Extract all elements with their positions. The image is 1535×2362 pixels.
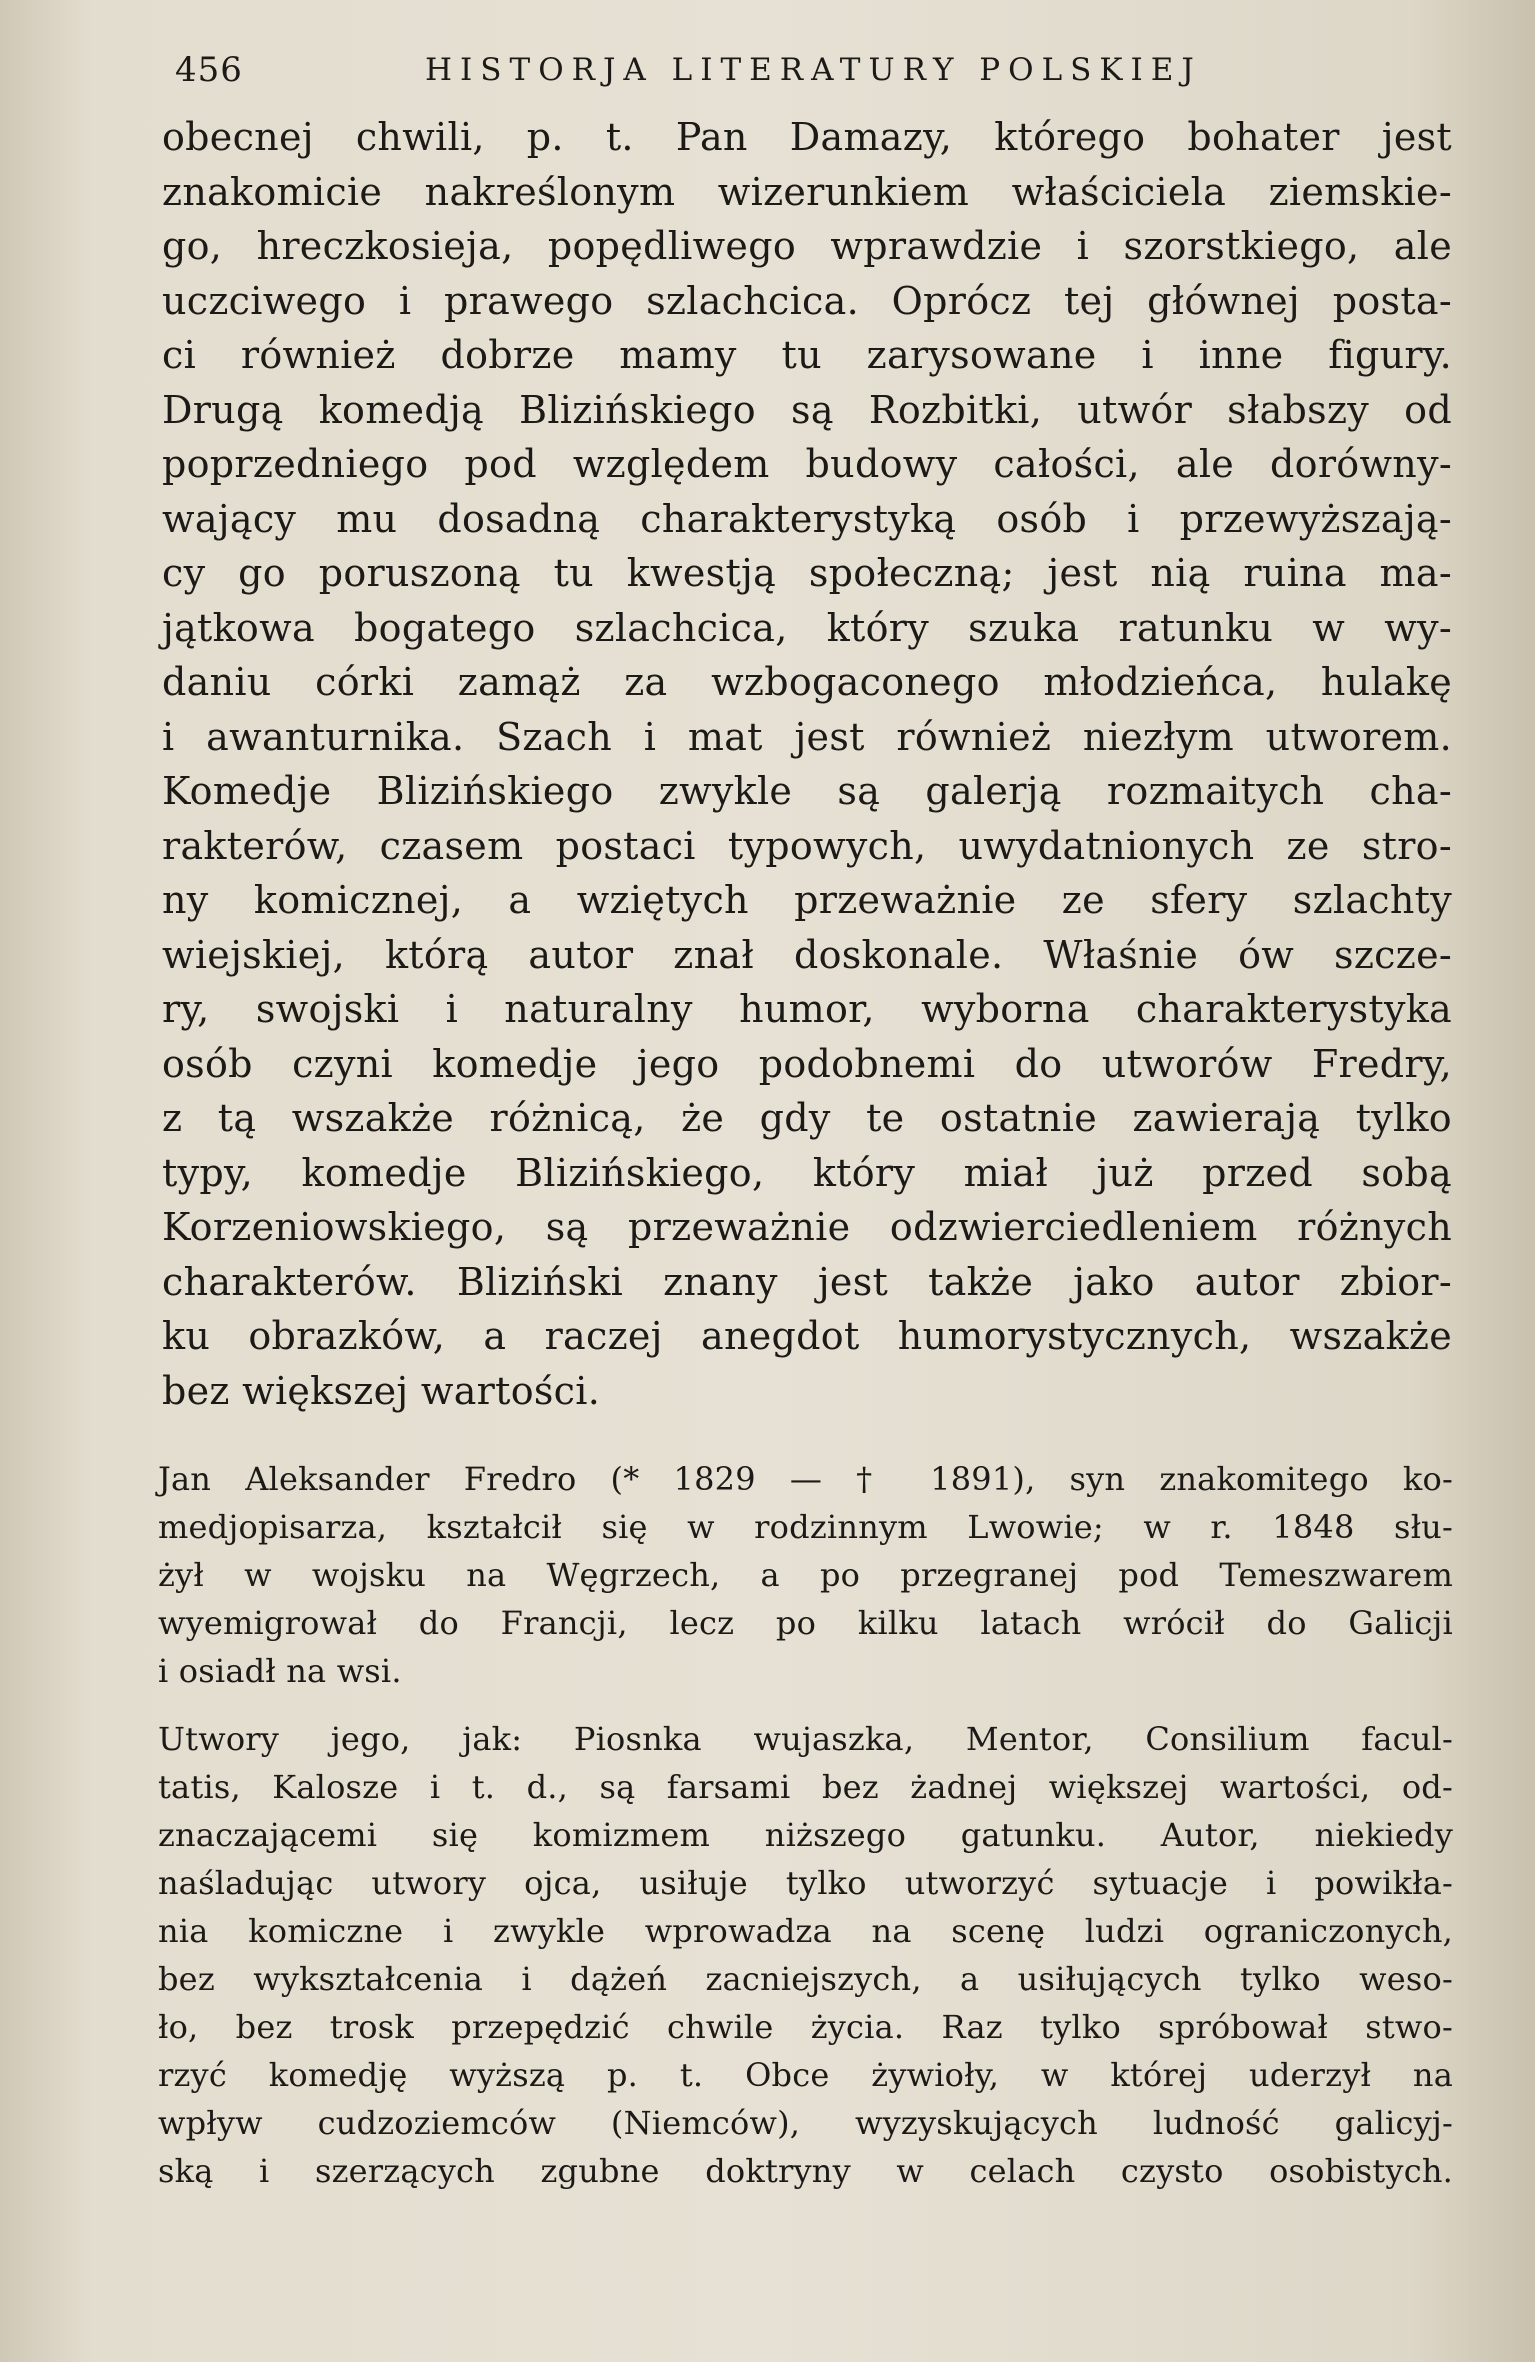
text-line: bez większej wartości. [162, 1368, 601, 1413]
note-line: ską i szerzących zgubne doktryny w celach czysto osobistych. [158, 2152, 1453, 2190]
text-line: cy go poruszoną tu kwestją społeczną; jest nią ruina ma- [162, 551, 1452, 595]
page-header [175, 42, 1275, 102]
note-line: tatis, Kalosze i t. d., są farsami bez żadnej większej wartości, od- [158, 1768, 1453, 1806]
text-line: znakomicie nakreślonym wizerunkiem właściciela ziemskie- [162, 169, 1452, 214]
note-line: Jan Aleksander Fredro (* 1829 — † 1891), syn znakomitego ko- [158, 1460, 1453, 1498]
text-line: Komedje Blizińskiego zwykle są galerją rozmaitych cha- [162, 769, 1452, 813]
text-line: jątkowa bogatego szlachcica, który szuka ratunku w wy- [162, 605, 1452, 650]
text-line: go, hreczkosieja, popędliwego wprawdzie i szorstkiego, ale [162, 224, 1452, 268]
text-line: poprzedniego pod względem budowy całości, ale dorówny- [162, 442, 1452, 486]
text-line: uczciwego i prawego szlachcica. Oprócz tej głównej posta- [162, 278, 1452, 323]
note-line: wpływ cudzoziemców (Niemców), wyzyskujących ludność galicyj- [158, 2104, 1453, 2142]
note-line: wyemigrował do Francji, lecz po kilku latach wrócił do Galicji [158, 1604, 1453, 1642]
note-line: nia komiczne i zwykle wprowadza na scenę ludzi ograniczonych, [158, 1912, 1453, 1950]
text-line: ci również dobrze mamy tu zarysowane i inne figury. [162, 333, 1452, 377]
note-line: medjopisarza, kształcił się w rodzinnym Lwowie; w r. 1848 słu- [158, 1508, 1453, 1546]
note-line: rzyć komedję wyższą p. t. Obce żywioły, w której uderzył na [158, 2056, 1453, 2094]
note-line: Utwory jego, jak: Piosnka wujaszka, Mentor, Consilium facul- [158, 1720, 1453, 1758]
text-line: wiejskiej, którą autor znał doskonale. Właśnie ów szcze- [162, 932, 1452, 977]
text-line: Korzeniowskiego, są przeważnie odzwierciedleniem różnych [162, 1205, 1452, 1249]
text-line: rakterów, czasem postaci typowych, uwydatnionych ze stro- [162, 823, 1452, 868]
text-line: i awanturnika. Szach i mat jest również niezłym utworem. [162, 714, 1452, 759]
note-line: bez wykształcenia i dążeń zacniejszych, a usiłujących tylko weso- [158, 1960, 1453, 1998]
running-title: HISTORJA LITERATURY POLSKIEJ [425, 52, 1202, 88]
text-line: daniu córki zamąż za wzbogaconego młodzieńca, hulakę [162, 660, 1452, 704]
text-line: wający mu dosadną charakterystyką osób i przewyższają- [162, 496, 1452, 541]
note-line: znaczającemi się komizmem niższego gatunku. Autor, niekiedy [158, 1816, 1453, 1854]
text-line: charakterów. Bliziński znany jest także jako autor zbior- [162, 1259, 1452, 1304]
text-line: ku obrazków, a raczej anegdot humorystycznych, wszakże [162, 1314, 1452, 1358]
paragraph-gap [158, 1695, 1453, 1715]
note-line: ło, bez trosk przepędzić chwile życia. Raz tylko spróbował stwo- [158, 2008, 1453, 2046]
page-number: 456 [175, 50, 243, 90]
text-line: ry, swojski i naturalny humor, wyborna charakterystyka [162, 987, 1452, 1031]
note-line: i osiadł na wsi. [158, 1652, 402, 1690]
text-line: z tą wszakże różnicą, że gdy te ostatnie zawierają tylko [162, 1096, 1452, 1140]
main-paragraph [162, 110, 1452, 1418]
note-line: żył w wojsku na Węgrzech, a po przegranej pod Temeszwarem [158, 1556, 1453, 1594]
text-line: osób czyni komedje jego podobnemi do utworów Fredry, [162, 1041, 1452, 1086]
note-line: naśladując utwory ojca, usiłuje tylko utworzyć sytuacje i powikła- [158, 1864, 1453, 1902]
text-line: typy, komedje Blizińskiego, który miał już przed sobą [162, 1150, 1452, 1195]
text-line: Drugą komedją Blizińskiego są Rozbitki, utwór słabszy od [162, 387, 1452, 432]
biographical-note [158, 1455, 1453, 2195]
text-line: ny komicznej, a wziętych przeważnie ze sfery szlachty [162, 878, 1452, 922]
text-line: obecnej chwili, p. t. Pan Damazy, którego bohater jest [162, 115, 1452, 159]
